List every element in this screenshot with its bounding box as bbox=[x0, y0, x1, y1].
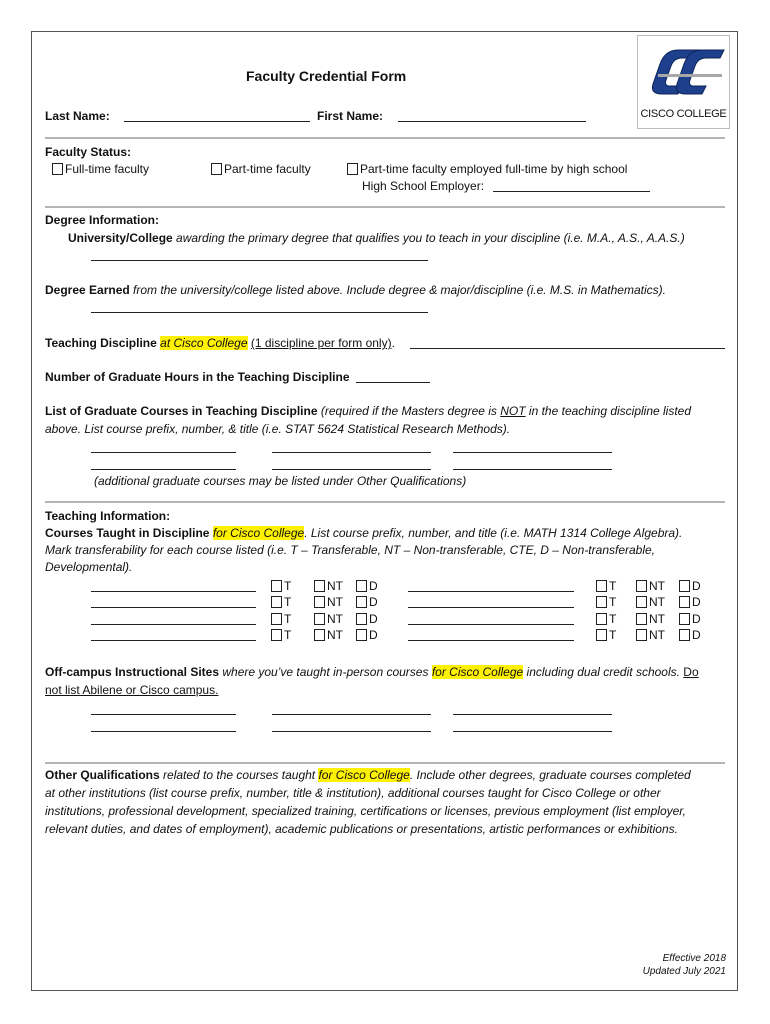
transfer-option-t[interactable] bbox=[596, 612, 616, 627]
course-taught-field[interactable] bbox=[91, 607, 256, 608]
status-fulltime-checkbox[interactable] bbox=[52, 163, 63, 175]
transfer-option-nt[interactable] bbox=[636, 612, 665, 627]
transfer-checkbox-t[interactable] bbox=[271, 596, 282, 608]
transfer-checkbox-nt[interactable] bbox=[636, 613, 647, 625]
other-line2: at other institutions (list course prefix, number, title & institution), additional courses taught for Cisco College or other bbox=[45, 786, 661, 800]
transfer-checkbox-d[interactable] bbox=[679, 613, 690, 625]
grad-course-field[interactable] bbox=[91, 469, 236, 470]
hs-employer-label: High School Employer: bbox=[362, 179, 485, 193]
first-name-field[interactable] bbox=[398, 121, 586, 122]
university-label: University/College bbox=[68, 231, 173, 245]
other-line3: institutions, professional development, specialized training, certifications or licenses, previous employment (list employer, bbox=[45, 804, 686, 818]
degree-earned-field[interactable] bbox=[91, 312, 428, 313]
courses-taught-line3: Developmental). bbox=[45, 560, 133, 574]
transfer-label-nt: NT bbox=[649, 595, 665, 609]
transfer-checkbox-t[interactable] bbox=[596, 580, 607, 592]
status-fulltime-option[interactable] bbox=[52, 162, 149, 177]
grad-course-field[interactable] bbox=[272, 469, 431, 470]
status-highschool-label: Part-time faculty employed full-time by high school bbox=[360, 162, 628, 176]
status-parttime-label: Part-time faculty bbox=[224, 162, 311, 176]
transfer-option-nt[interactable] bbox=[314, 579, 343, 594]
course-taught-field[interactable] bbox=[408, 591, 574, 592]
updated-date: Updated July 2021 bbox=[642, 966, 726, 977]
transfer-checkbox-d[interactable] bbox=[679, 580, 690, 592]
discipline-period: . bbox=[391, 336, 395, 350]
logo-text: CISCO COLLEGE bbox=[640, 108, 727, 120]
last-name-field[interactable] bbox=[124, 121, 310, 122]
discipline-note: (1 discipline per form only) bbox=[250, 336, 392, 350]
courses-taught-label: Courses Taught in Discipline bbox=[45, 526, 210, 540]
transfer-option-d[interactable] bbox=[679, 628, 701, 643]
transfer-checkbox-d[interactable] bbox=[356, 629, 367, 641]
transfer-option-t[interactable] bbox=[271, 612, 291, 627]
transfer-label-t: T bbox=[284, 612, 292, 626]
graduate-courses-text-b: in the teaching discipline listed bbox=[525, 404, 692, 418]
transfer-checkbox-t[interactable] bbox=[271, 580, 282, 592]
transfer-checkbox-t[interactable] bbox=[271, 629, 282, 641]
graduate-courses-label: List of Graduate Courses in Teaching Discipline bbox=[45, 404, 318, 418]
section-divider bbox=[45, 206, 725, 208]
last-name-label: Last Name: bbox=[45, 109, 110, 123]
section-divider bbox=[45, 762, 725, 764]
transfer-checkbox-t[interactable] bbox=[596, 596, 607, 608]
other-qualifications-prompt bbox=[45, 768, 691, 783]
hs-employer-field[interactable] bbox=[493, 191, 650, 192]
transfer-option-d[interactable] bbox=[679, 595, 701, 610]
grad-course-field[interactable] bbox=[272, 452, 431, 453]
transfer-checkbox-nt[interactable] bbox=[636, 596, 647, 608]
highlight-cisco: for Cisco College bbox=[431, 665, 524, 679]
highlight-cisco: for Cisco College bbox=[318, 768, 410, 782]
transfer-label-d: D bbox=[369, 579, 378, 593]
transfer-checkbox-d[interactable] bbox=[679, 596, 690, 608]
graduate-hours-label: Number of Graduate Hours in the Teaching Discipline bbox=[45, 370, 350, 384]
course-taught-field[interactable] bbox=[408, 640, 574, 641]
transfer-label-t: T bbox=[284, 595, 292, 609]
grad-course-field[interactable] bbox=[453, 452, 612, 453]
transfer-option-nt[interactable] bbox=[636, 579, 665, 594]
teaching-discipline-prompt bbox=[45, 336, 395, 351]
transfer-label-d: D bbox=[369, 612, 378, 626]
offcampus-text: where you’ve taught in-person courses bbox=[219, 665, 432, 679]
offcampus-site-field[interactable] bbox=[272, 731, 431, 732]
grad-course-field[interactable] bbox=[453, 469, 612, 470]
transfer-checkbox-d[interactable] bbox=[356, 580, 367, 592]
transfer-label-nt: NT bbox=[327, 628, 343, 642]
transfer-label-nt: NT bbox=[327, 579, 343, 593]
other-line4: relevant duties, and dates of employment), academic publications or presentations, artistic performances or exhibitions. bbox=[45, 822, 678, 836]
other-text2: . Include other degrees, graduate courses completed bbox=[409, 768, 691, 782]
transfer-checkbox-nt[interactable] bbox=[314, 613, 325, 625]
effective-date: Effective 2018 bbox=[662, 953, 726, 964]
teaching-discipline-label: Teaching Discipline bbox=[45, 336, 157, 350]
offcampus-line2: not list Abilene or Cisco campus. bbox=[45, 683, 219, 697]
courses-taught-text: . List course prefix, number, and title (i.e. MATH 1314 College Algebra). bbox=[304, 526, 683, 540]
degree-earned-instructions: from the university/college listed above. Include degree & major/discipline (i.e. M.S. in Mathematics). bbox=[129, 283, 666, 297]
transfer-checkbox-d[interactable] bbox=[356, 596, 367, 608]
transfer-label-t: T bbox=[284, 579, 292, 593]
transfer-label-d: D bbox=[369, 595, 378, 609]
courses-taught-prompt bbox=[45, 526, 682, 541]
transfer-option-t[interactable] bbox=[271, 628, 291, 643]
transfer-option-d[interactable] bbox=[356, 628, 378, 643]
graduate-courses-note: (additional graduate courses may be listed under Other Qualifications) bbox=[94, 474, 467, 488]
transfer-option-t[interactable] bbox=[596, 579, 616, 594]
offcampus-prompt bbox=[45, 665, 699, 680]
status-parttime-checkbox[interactable] bbox=[211, 163, 222, 175]
transfer-checkbox-t[interactable] bbox=[596, 613, 607, 625]
graduate-hours-field[interactable] bbox=[356, 382, 430, 383]
transfer-label-nt: NT bbox=[327, 595, 343, 609]
offcampus-text2: including dual credit schools. bbox=[523, 665, 684, 679]
status-highschool-checkbox[interactable] bbox=[347, 163, 358, 175]
transfer-label-d: D bbox=[692, 612, 701, 626]
transfer-label-nt: NT bbox=[649, 579, 665, 593]
transfer-label-d: D bbox=[692, 595, 701, 609]
transfer-option-d[interactable] bbox=[679, 579, 701, 594]
transfer-label-nt: NT bbox=[649, 628, 665, 642]
transfer-option-d[interactable] bbox=[356, 612, 378, 627]
transfer-option-t[interactable] bbox=[271, 595, 291, 610]
transfer-option-t[interactable] bbox=[596, 628, 616, 643]
page-title: Faculty Credential Form bbox=[246, 68, 407, 84]
graduate-courses-line2: above. List course prefix, number, & title (i.e. STAT 5624 Statistical Research Methods). bbox=[45, 422, 511, 436]
university-field[interactable] bbox=[91, 260, 428, 261]
transfer-option-nt[interactable] bbox=[314, 628, 343, 643]
course-taught-field[interactable] bbox=[91, 591, 256, 592]
transfer-option-nt[interactable] bbox=[314, 612, 343, 627]
transfer-option-nt[interactable] bbox=[636, 595, 665, 610]
transfer-option-d[interactable] bbox=[356, 579, 378, 594]
transfer-option-nt[interactable] bbox=[314, 595, 343, 610]
transfer-option-d[interactable] bbox=[679, 612, 701, 627]
status-fulltime-label: Full-time faculty bbox=[65, 162, 150, 176]
section-divider bbox=[45, 137, 725, 139]
graduate-courses-not: NOT bbox=[500, 404, 526, 418]
transfer-checkbox-nt[interactable] bbox=[314, 580, 325, 592]
faculty-status-label: Faculty Status: bbox=[45, 145, 132, 159]
status-highschool-option[interactable] bbox=[347, 162, 627, 177]
grad-course-field[interactable] bbox=[91, 452, 236, 453]
transfer-option-t[interactable] bbox=[596, 595, 616, 610]
offcampus-site-field[interactable] bbox=[272, 714, 431, 715]
transfer-label-d: D bbox=[369, 628, 378, 642]
other-qualifications-label: Other Qualifications bbox=[45, 768, 160, 782]
university-prompt bbox=[68, 231, 685, 246]
highlight-cisco: for Cisco College bbox=[212, 526, 305, 540]
transfer-option-nt[interactable] bbox=[636, 628, 665, 643]
transfer-option-t[interactable] bbox=[271, 579, 291, 594]
transfer-option-d[interactable] bbox=[356, 595, 378, 610]
transfer-label-nt: NT bbox=[649, 612, 665, 626]
highlight-cisco: at Cisco College bbox=[160, 336, 248, 350]
transfer-label-t: T bbox=[284, 628, 292, 642]
transfer-checkbox-t[interactable] bbox=[596, 629, 607, 641]
status-parttime-option[interactable] bbox=[211, 162, 311, 177]
degree-heading: Degree Information: bbox=[45, 213, 160, 227]
transfer-checkbox-nt[interactable] bbox=[636, 629, 647, 641]
transfer-checkbox-t[interactable] bbox=[271, 613, 282, 625]
graduate-courses-prompt bbox=[45, 404, 691, 419]
courses-taught-line2: Mark transferability for each course listed (i.e. T – Transferable, NT – Non-transferable, CTE, D – Non-transferable, bbox=[45, 543, 656, 557]
offcampus-do: Do bbox=[683, 665, 699, 679]
first-name-label: First Name: bbox=[317, 109, 384, 123]
transfer-label-nt: NT bbox=[327, 612, 343, 626]
course-taught-field[interactable] bbox=[91, 624, 256, 625]
degree-earned-label: Degree Earned bbox=[45, 283, 130, 297]
cisco-college-logo bbox=[637, 35, 730, 129]
offcampus-site-field[interactable] bbox=[91, 731, 236, 732]
degree-earned-prompt bbox=[45, 283, 666, 298]
course-taught-field[interactable] bbox=[408, 624, 574, 625]
transfer-checkbox-d[interactable] bbox=[356, 613, 367, 625]
offcampus-site-field[interactable] bbox=[453, 731, 612, 732]
university-instructions: awarding the primary degree that qualifies you to teach in your discipline (i.e. M.A., A.S., A.A.S.) bbox=[172, 231, 685, 245]
transfer-checkbox-nt[interactable] bbox=[314, 629, 325, 641]
teaching-discipline-field[interactable] bbox=[410, 348, 725, 349]
other-qualifications-field[interactable] bbox=[45, 842, 725, 942]
course-taught-field[interactable] bbox=[91, 640, 256, 641]
transfer-label-d: D bbox=[692, 579, 701, 593]
offcampus-label: Off-campus Instructional Sites bbox=[45, 665, 220, 679]
cc-monogram-icon bbox=[638, 44, 729, 108]
transfer-checkbox-nt[interactable] bbox=[636, 580, 647, 592]
transfer-label-t: T bbox=[609, 612, 617, 626]
transfer-label-t: T bbox=[609, 595, 617, 609]
transfer-checkbox-d[interactable] bbox=[679, 629, 690, 641]
section-divider bbox=[45, 501, 725, 503]
transfer-label-d: D bbox=[692, 628, 701, 642]
course-taught-field[interactable] bbox=[408, 607, 574, 608]
graduate-courses-text-a: (required if the Masters degree is bbox=[317, 404, 501, 418]
teaching-info-heading: Teaching Information: bbox=[45, 509, 171, 523]
offcampus-site-field[interactable] bbox=[453, 714, 612, 715]
offcampus-site-field[interactable] bbox=[91, 714, 236, 715]
transfer-label-t: T bbox=[609, 628, 617, 642]
transfer-checkbox-nt[interactable] bbox=[314, 596, 325, 608]
transfer-label-t: T bbox=[609, 579, 617, 593]
other-text1: related to the courses taught bbox=[159, 768, 319, 782]
